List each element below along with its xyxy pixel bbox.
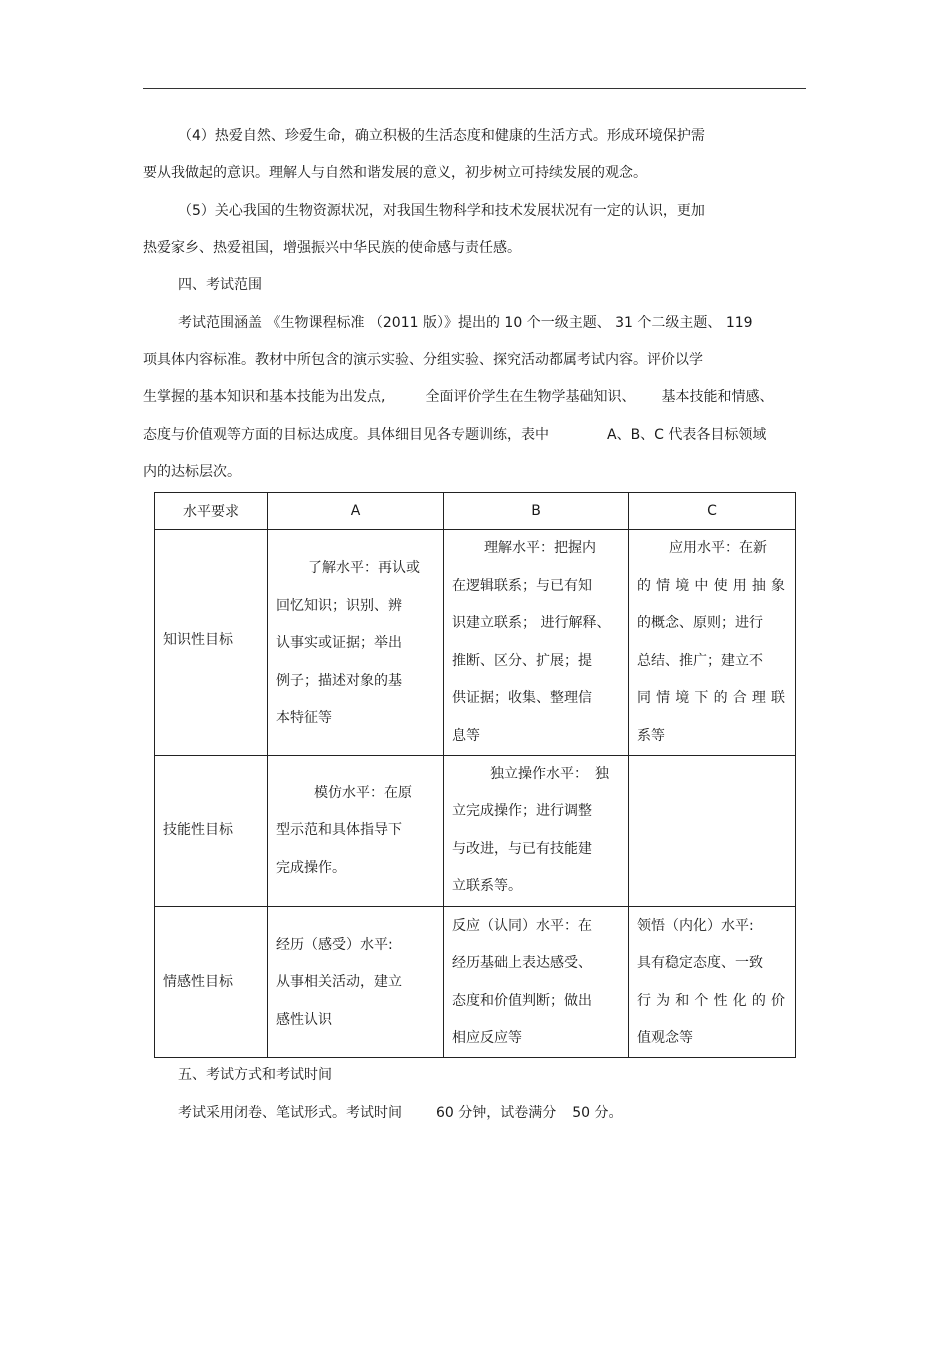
cell-text-line: 识建立联系； 进行解释、 — [452, 615, 611, 631]
cell-skill-c-empty — [629, 756, 796, 907]
cell-text-line: 经历（感受）水平: — [276, 937, 393, 953]
cell-text-line: 领悟（内化）水平: — [637, 918, 754, 934]
cell-text-line: 态度和价值判断；做出 — [452, 993, 592, 1009]
cell-text-line: 立联系等。 — [452, 878, 522, 894]
cell-text-line: 独立操作水平： 独 — [490, 766, 609, 782]
header-a: A — [268, 493, 444, 530]
cell-text-line: 反应（认同）水平：在 — [452, 918, 592, 934]
cell-text-line: 了解水平：再认或 — [308, 560, 420, 576]
row-label-skill — [155, 756, 268, 907]
cell-text-line: 感性认识 — [276, 1012, 332, 1028]
paragraph-5-line-2: 热爱家乡、热爱祖国，增强振兴中华民族的使命感与责任感。 — [143, 240, 521, 256]
header-c: C — [629, 493, 796, 530]
exam-format-part-a: 考试采用闭卷、笔试形式。考试时间 — [178, 1105, 402, 1121]
cell-skill-b — [444, 756, 629, 907]
header-b: B — [444, 493, 629, 530]
row-label-knowledge-text: 知识性目标 — [163, 632, 233, 648]
header-level-requirement: 水平要求 — [155, 493, 268, 530]
cell-text-line: 理解水平：把握内 — [484, 540, 596, 556]
cell-text-line: 经历基础上表达感受、 — [452, 955, 592, 971]
cell-text-line: 推断、区分、扩展；提 — [452, 653, 592, 669]
cell-affective-a — [268, 907, 444, 1058]
row-label-affective-text: 情感性目标 — [163, 974, 233, 990]
table-header-row — [155, 493, 796, 530]
header-rule — [143, 88, 806, 89]
row-label-affective — [155, 907, 268, 1058]
table-row-affective — [155, 907, 796, 1058]
cell-text-line: 系等 — [637, 728, 665, 744]
cell-text-line: 型示范和具体指导下 — [276, 822, 402, 838]
cell-text-line: 供证据；收集、整理信 — [452, 690, 592, 706]
cell-text-line: 的概念、原则；进行 — [637, 615, 763, 631]
cell-knowledge-a — [268, 530, 444, 756]
cell-text-line: 完成操作。 — [276, 860, 346, 876]
achievement-level-table — [154, 492, 796, 1058]
scope-line-3 — [143, 387, 773, 407]
cell-text-line: 相应反应等 — [452, 1030, 522, 1046]
scope-line-3-part-a: 生掌握的基本知识和基本技能为出发点, — [143, 389, 386, 405]
table-row-knowledge — [155, 530, 796, 756]
exam-format-line — [178, 1103, 623, 1123]
scope-line-1: 考试范围涵盖 《生物课程标准 （2011 版）》提出的 10 个一级主题、 31 个二级主题、 119 — [178, 315, 753, 331]
cell-text-line: 例子；描述对象的基 — [276, 673, 402, 689]
paragraph-4-line-2: 要从我做起的意识。理解人与自然和谐发展的意义，初步树立可持续发展的观念。 — [143, 165, 647, 181]
section-5-heading: 五、考试方式和考试时间 — [178, 1067, 332, 1083]
cell-affective-c — [629, 907, 796, 1058]
exam-format-part-c: 50 分。 — [572, 1105, 623, 1121]
cell-text-line: 同情境下的合理联 — [637, 690, 785, 706]
cell-text-line: 应用水平：在新 — [669, 540, 767, 556]
paragraph-5-line-1: （5）关心我国的生物资源状况，对我国生物科学和技术发展状况有一定的认识，更加 — [178, 203, 705, 219]
cell-text-line: 在逻辑联系；与已有知 — [452, 578, 592, 594]
scope-line-4-part-a: 态度与价值观等方面的目标达成度。具体细目见各专题训练，表中 — [143, 427, 549, 443]
cell-knowledge-c — [629, 530, 796, 756]
paragraph-4-line-1: （4）热爱自然、珍爱生命，确立积极的生活态度和健康的生活方式。形成环境保护需 — [178, 128, 705, 144]
exam-format-part-b: 60 分钟，试卷满分 — [436, 1105, 557, 1121]
scope-line-3-part-c: 基本技能和情感、 — [661, 389, 774, 405]
cell-knowledge-b — [444, 530, 629, 756]
cell-text-line: 行为和个性化的价 — [637, 993, 785, 1009]
cell-text-line: 具有稳定态度、一致 — [637, 955, 763, 971]
cell-text-line: 本特征等 — [276, 710, 332, 726]
cell-text-line: 认事实或证据；举出 — [276, 635, 402, 651]
cell-text-line: 立完成操作；进行调整 — [452, 803, 592, 819]
cell-skill-a — [268, 756, 444, 907]
cell-text-line: 的情境中使用抽象 — [637, 578, 785, 594]
scope-line-3-part-b: 全面评价学生在生物学基础知识、 — [425, 389, 636, 405]
cell-text-line: 总结、推广；建立不 — [637, 653, 763, 669]
cell-text-line: 值观念等 — [637, 1030, 693, 1046]
cell-text-line: 与改进，与已有技能建 — [452, 841, 592, 857]
section-4-heading: 四、考试范围 — [178, 277, 262, 293]
row-label-skill-text: 技能性目标 — [163, 822, 233, 838]
cell-text-line: 从事相关活动，建立 — [276, 974, 402, 990]
cell-text-line: 回忆知识；识别、辨 — [276, 598, 402, 614]
scope-line-5: 内的达标层次。 — [143, 464, 241, 480]
scope-line-4 — [143, 425, 766, 445]
cell-text-line: 模仿水平：在原 — [314, 785, 412, 801]
scope-line-4-part-b: A、B、C 代表各目标领域 — [607, 427, 767, 443]
cell-text-line: 息等 — [452, 728, 480, 744]
row-label-knowledge — [155, 530, 268, 756]
cell-affective-b — [444, 907, 629, 1058]
table-row-skill — [155, 756, 796, 907]
scope-line-2: 项具体内容标准。教材中所包含的演示实验、分组实验、探究活动都属考试内容。评价以学 — [143, 352, 703, 368]
